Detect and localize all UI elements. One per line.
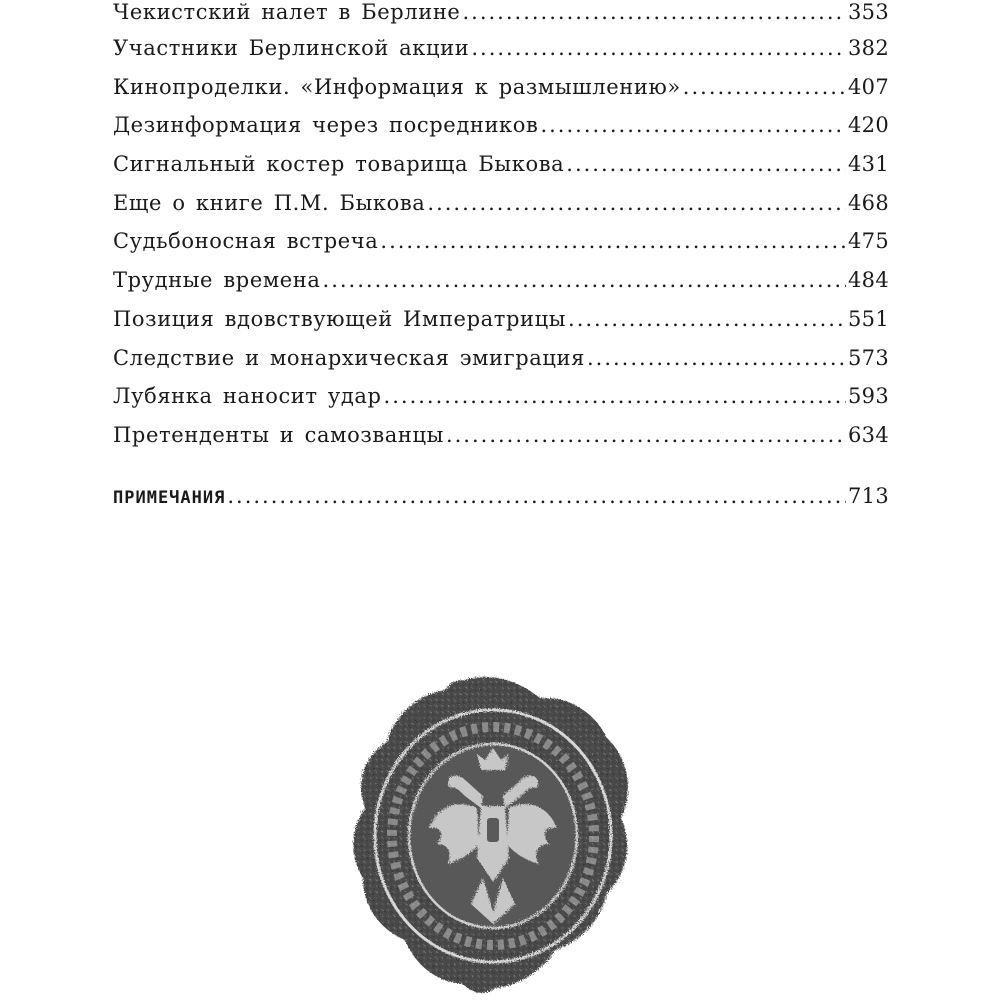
toc-leader-dots (227, 484, 846, 508)
toc-entry (113, 384, 889, 423)
toc-leader-dots (323, 268, 846, 292)
toc-entry (113, 229, 889, 268)
toc-entry-page: 431 (848, 152, 889, 177)
toc-entry-title: Участники Берлинской акции (113, 36, 470, 60)
toc-entry-title: Дезинформация через посредников (113, 113, 539, 138)
toc-entry-page: 634 (848, 422, 889, 447)
toc-leader-dots (587, 346, 846, 370)
toc-entry (113, 113, 889, 152)
toc-entry-title: Сигнальный костер товарища Быкова (113, 152, 565, 177)
toc-notes-page: 713 (848, 484, 889, 508)
toc-entry (113, 152, 889, 191)
toc-entry-page: 593 (848, 384, 889, 409)
toc-entry-page: 475 (848, 229, 889, 254)
toc-entry-page: 573 (848, 345, 889, 370)
toc-entry-title: Позиция вдовствующей Императрицы (113, 306, 567, 331)
toc-entry-title: Претенденты и самозванцы (113, 422, 444, 447)
toc-entry-page: 382 (848, 36, 889, 60)
toc-entry-title: Лубянка наносит удар (113, 384, 382, 409)
toc-entry-page: 420 (848, 113, 889, 138)
toc-leader-dots (471, 36, 846, 60)
toc-entry (113, 75, 889, 114)
toc-entry-page: 353 (848, 0, 889, 24)
toc-leader-dots (446, 423, 846, 447)
toc-entry (113, 191, 889, 230)
toc-entry-title: Трудные времена (113, 268, 321, 293)
toc-leader-dots (462, 0, 846, 24)
toc-entry-page: 551 (848, 306, 889, 331)
toc-entry-title: Еще о книге П.М. Быкова (113, 190, 426, 215)
toc-leader-dots (540, 113, 846, 137)
toc-entry (113, 36, 889, 75)
double-headed-eagle-seal-icon (345, 668, 635, 998)
toc-entry (113, 307, 889, 346)
toc-leader-dots (427, 191, 846, 215)
toc-entry (113, 346, 889, 385)
toc-entry-page: 468 (848, 190, 889, 215)
toc-notes-title: ПРИМЕЧАНИЯ (113, 488, 226, 508)
toc-leader-dots (380, 229, 846, 253)
table-of-contents (113, 0, 889, 462)
toc-entry (113, 0, 889, 36)
toc-entry (113, 423, 889, 462)
toc-entry-title: Чекистский налет в Берлине (113, 0, 461, 24)
toc-entry-page: 484 (848, 268, 889, 293)
toc-leader-dots (683, 75, 846, 99)
toc-entry-page: 407 (848, 74, 889, 99)
toc-leader-dots (566, 152, 846, 176)
toc-entry-title: Кинопроделки. «Информация к размышлению» (113, 74, 681, 99)
toc-leader-dots (384, 384, 846, 408)
toc-entry (113, 268, 889, 307)
toc-entry-title: Судьбоносная встреча (113, 229, 379, 254)
toc-entry-title: Следствие и монархическая эмиграция (113, 345, 585, 370)
toc-notes-entry (113, 484, 889, 508)
toc-leader-dots (568, 307, 846, 331)
